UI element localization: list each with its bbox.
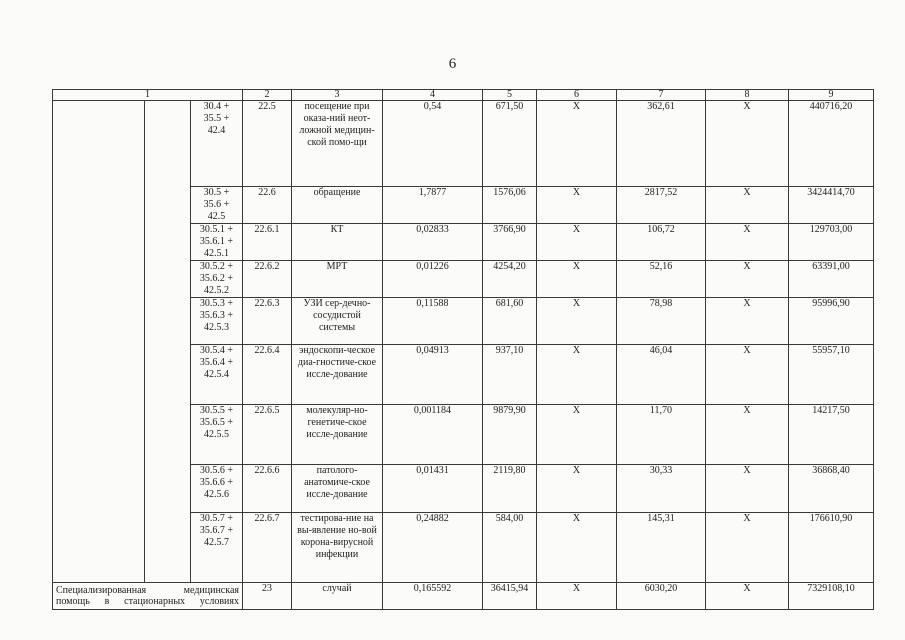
- col9-cell: 7329108,10: [789, 583, 874, 610]
- col5-cell: 4254,20: [483, 261, 537, 298]
- col9-cell: 36868,40: [789, 465, 874, 513]
- unit-type-cell: МРТ: [292, 261, 383, 298]
- unit-type-cell: посещение при оказа-ний неот-ложной медицин-ской помо-щи: [292, 101, 383, 187]
- col8-cell: X: [706, 224, 789, 261]
- col9-cell: 3424414,70: [789, 187, 874, 224]
- header-cell: 9: [789, 90, 874, 101]
- col9-cell: 440716,20: [789, 101, 874, 187]
- col4-cell: 1,7877: [383, 187, 483, 224]
- row-number-cell: 22.6.2: [243, 261, 292, 298]
- table-body: [53, 101, 874, 583]
- col4-cell: 0,54: [383, 101, 483, 187]
- col6-cell: X: [537, 101, 617, 187]
- header-cell: 2: [243, 90, 292, 101]
- col7-cell: 78,98: [617, 298, 706, 345]
- col7-cell: 11,70: [617, 405, 706, 465]
- col5-cell: 937,10: [483, 345, 537, 405]
- col8-cell: X: [706, 261, 789, 298]
- col7-cell: 145,31: [617, 513, 706, 583]
- col6-cell: X: [537, 583, 617, 610]
- col8-cell: X: [706, 405, 789, 465]
- col4-cell: 0,01226: [383, 261, 483, 298]
- page-number: 6: [448, 56, 457, 72]
- unit-type-cell: КТ: [292, 224, 383, 261]
- row-number-cell: 22.5: [243, 101, 292, 187]
- col6-cell: X: [537, 513, 617, 583]
- header-cell: 4: [383, 90, 483, 101]
- col4-cell: 0,02833: [383, 224, 483, 261]
- table-row: [53, 101, 874, 187]
- col8-cell: X: [706, 583, 789, 610]
- code-cell: 30.5.1 + 35.6.1 + 42.5.1: [191, 224, 243, 261]
- col8-cell: X: [706, 345, 789, 405]
- header-cell: 5: [483, 90, 537, 101]
- header-cell: 3: [292, 90, 383, 101]
- col4-cell: 0,11588: [383, 298, 483, 345]
- col9-cell: 129703,00: [789, 224, 874, 261]
- subgroup-blank-cell: [145, 101, 191, 583]
- col4-cell: 0,165592: [383, 583, 483, 610]
- col5-cell: 3766,90: [483, 224, 537, 261]
- row-number-cell: 23: [243, 583, 292, 610]
- col8-cell: X: [706, 298, 789, 345]
- col9-cell: 14217,50: [789, 405, 874, 465]
- row-number-cell: 22.6.7: [243, 513, 292, 583]
- col7-cell: 52,16: [617, 261, 706, 298]
- col5-cell: 671,50: [483, 101, 537, 187]
- col6-cell: X: [537, 261, 617, 298]
- row-number-cell: 22.6: [243, 187, 292, 224]
- unit-type-cell: тестирова-ние на вы-явление но-вой корона-вирусной инфекции: [292, 513, 383, 583]
- col5-cell: 2119,80: [483, 465, 537, 513]
- data-table: [52, 89, 874, 610]
- code-cell: 30.5.7 + 35.6.7 + 42.5.7: [191, 513, 243, 583]
- row-number-cell: 22.6.3: [243, 298, 292, 345]
- code-cell: 30.5 + 35.6 + 42.5: [191, 187, 243, 224]
- unit-type-cell: молекуляр-но-генетиче-ское иссле-дование: [292, 405, 383, 465]
- header-cell: 1: [53, 90, 243, 101]
- code-cell: 30.5.4 + 35.6.4 + 42.5.4: [191, 345, 243, 405]
- col4-cell: 0,04913: [383, 345, 483, 405]
- col6-cell: X: [537, 465, 617, 513]
- col4-cell: 0,001184: [383, 405, 483, 465]
- col9-cell: 95996,90: [789, 298, 874, 345]
- col8-cell: X: [706, 101, 789, 187]
- col4-cell: 0,01431: [383, 465, 483, 513]
- col9-cell: 55957,10: [789, 345, 874, 405]
- col7-cell: 106,72: [617, 224, 706, 261]
- col7-cell: 362,61: [617, 101, 706, 187]
- col4-cell: 0,24882: [383, 513, 483, 583]
- unit-type-cell: УЗИ сер-дечно-сосудистой системы: [292, 298, 383, 345]
- table-row-last: [53, 583, 874, 610]
- col5-cell: 1576,06: [483, 187, 537, 224]
- col6-cell: X: [537, 405, 617, 465]
- row-number-cell: 22.6.1: [243, 224, 292, 261]
- col7-cell: 2817,52: [617, 187, 706, 224]
- header-cell: 7: [617, 90, 706, 101]
- col8-cell: X: [706, 465, 789, 513]
- row-number-cell: 22.6.6: [243, 465, 292, 513]
- header-cell: 8: [706, 90, 789, 101]
- col7-cell: 46,04: [617, 345, 706, 405]
- col5-cell: 681,60: [483, 298, 537, 345]
- col7-cell: 6030,20: [617, 583, 706, 610]
- col8-cell: X: [706, 513, 789, 583]
- unit-type-cell: обращение: [292, 187, 383, 224]
- unit-type-cell: случай: [292, 583, 383, 610]
- header-row: [53, 90, 874, 101]
- col9-cell: 176610,90: [789, 513, 874, 583]
- col5-cell: 9879,90: [483, 405, 537, 465]
- code-cell: 30.5.5 + 35.6.5 + 42.5.5: [191, 405, 243, 465]
- group-blank-cell: [53, 101, 145, 583]
- col7-cell: 30,33: [617, 465, 706, 513]
- col6-cell: X: [537, 345, 617, 405]
- col6-cell: X: [537, 298, 617, 345]
- row-number-cell: 22.6.5: [243, 405, 292, 465]
- col6-cell: X: [537, 224, 617, 261]
- col8-cell: X: [706, 187, 789, 224]
- unit-type-cell: патолого-анатомиче-ское иссле-дование: [292, 465, 383, 513]
- code-cell: 30.5.6 + 35.6.6 + 42.5.6: [191, 465, 243, 513]
- row-number-cell: 22.6.4: [243, 345, 292, 405]
- code-cell: 30.5.3 + 35.6.3 + 42.5.3: [191, 298, 243, 345]
- service-name-cell: Специализированная медицинская помощь в стационарных условиях: [53, 583, 243, 610]
- header-cell: 6: [537, 90, 617, 101]
- col9-cell: 63391,00: [789, 261, 874, 298]
- code-cell: 30.5.2 + 35.6.2 + 42.5.2: [191, 261, 243, 298]
- unit-type-cell: эндоскопи-ческое диа-гностиче-ское иссле-дование: [292, 345, 383, 405]
- code-cell: 30.4 + 35.5 + 42.4: [191, 101, 243, 187]
- col6-cell: X: [537, 187, 617, 224]
- col5-cell: 36415,94: [483, 583, 537, 610]
- col5-cell: 584,00: [483, 513, 537, 583]
